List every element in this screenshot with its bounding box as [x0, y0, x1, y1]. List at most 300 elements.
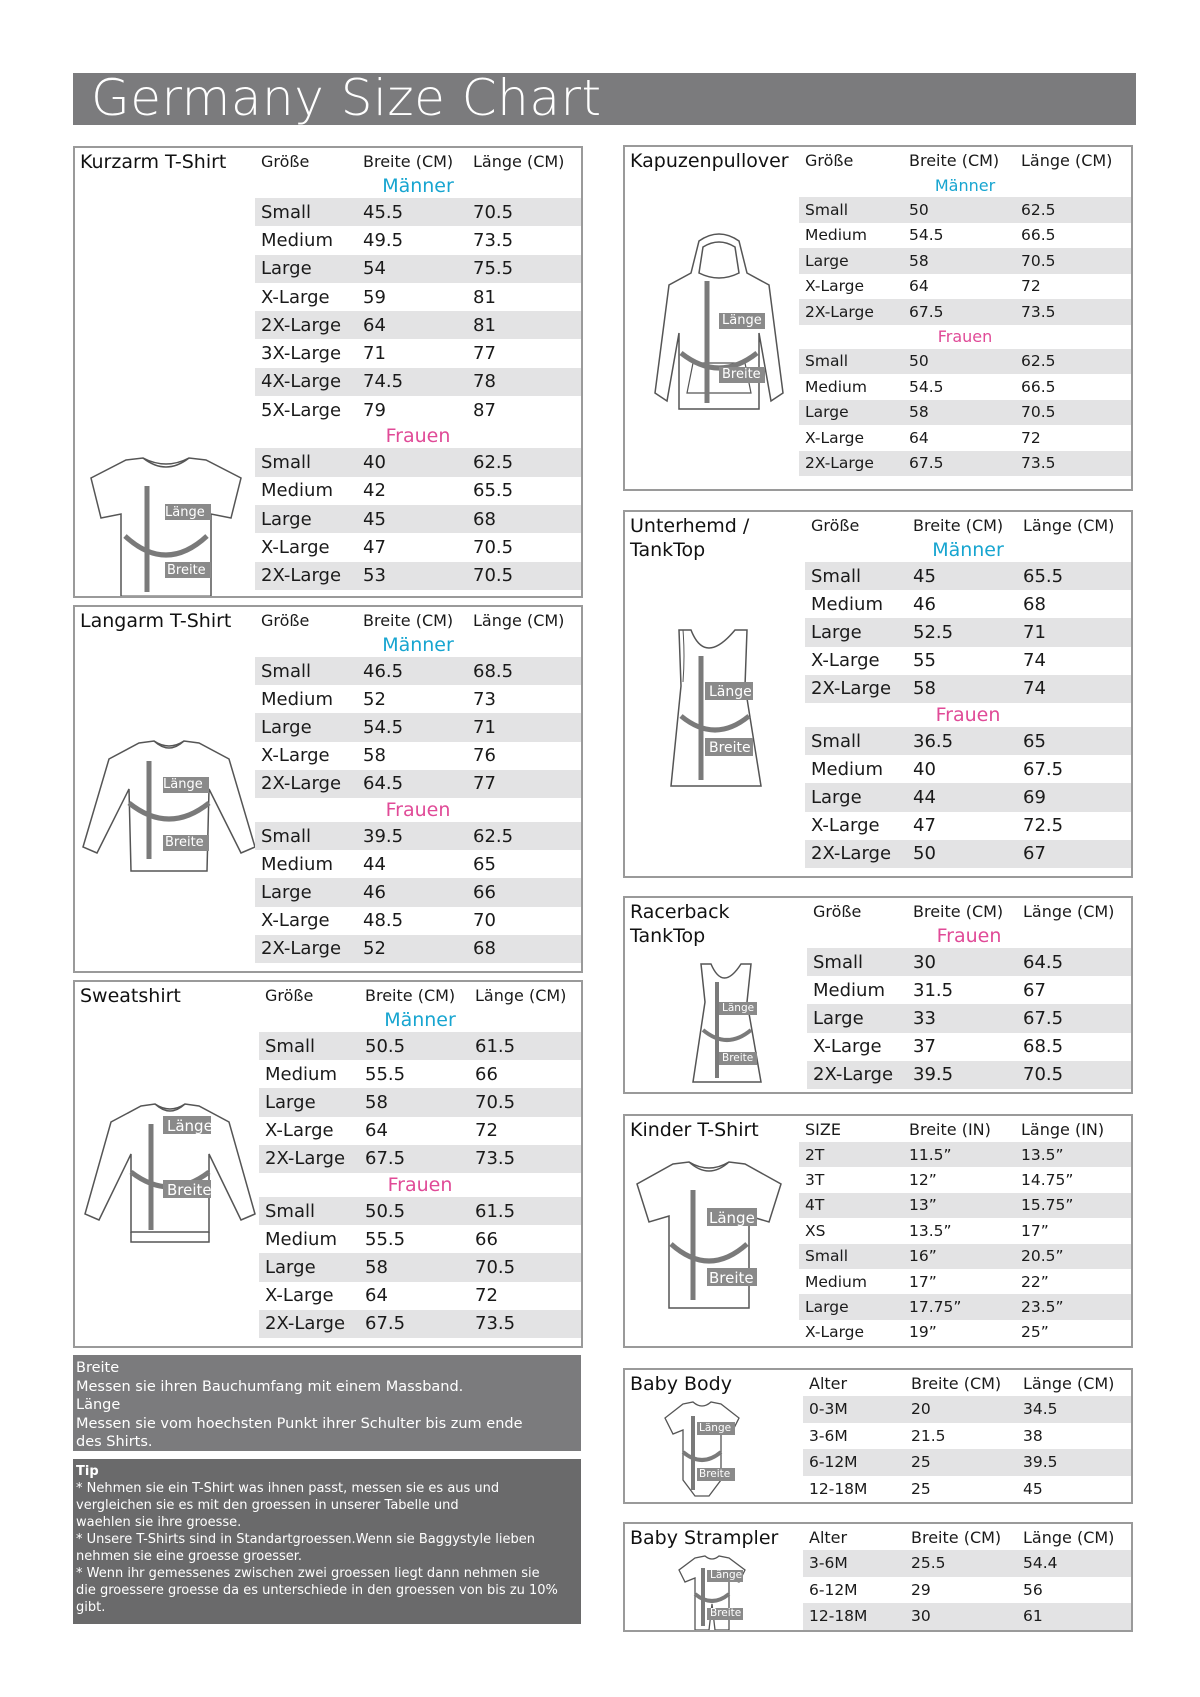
table-cell: 55 [913, 650, 936, 672]
table-cell: 67.5 [1023, 1007, 1064, 1029]
table-cell: Breite (CM) [363, 610, 454, 630]
table-row [255, 477, 581, 505]
table-cell: 70.5 [1023, 1064, 1064, 1086]
breite-label: Breite [710, 1607, 742, 1619]
table-cell: 67.5 [909, 454, 944, 473]
table-row [255, 396, 581, 424]
table-cell: 2X-Large [811, 678, 892, 700]
table-cell: 4X-Large [261, 371, 342, 393]
table-cell: 4T [805, 1196, 825, 1215]
laenge-label: Länge [699, 1422, 732, 1434]
table-cell: 58 [909, 403, 929, 422]
table-cell: 46 [363, 881, 386, 903]
note-line: Breite [76, 1360, 120, 1376]
table-row [259, 1088, 581, 1116]
table-row [807, 1033, 1131, 1061]
table-cell: 72 [1021, 428, 1041, 447]
table-cell: 55.5 [365, 1063, 406, 1085]
table-cell: 65 [473, 853, 496, 875]
table-cell: 81 [473, 286, 496, 308]
breite-label: Breite [699, 1468, 731, 1480]
panel-title: Kinder T-Shirt [630, 1119, 759, 1141]
title-line: TankTop [630, 925, 706, 947]
table-cell: 2T [805, 1145, 825, 1164]
table-cell: 13.5” [1021, 1145, 1064, 1164]
panel-langarm [73, 605, 583, 973]
table-cell: 76 [473, 745, 496, 767]
size-table [259, 982, 581, 1338]
table-cell: 54.4 [1023, 1554, 1058, 1573]
table-cell: 66 [475, 1228, 498, 1250]
table-cell: Größe [265, 985, 314, 1005]
table-row [799, 248, 1131, 274]
table-cell: 11.5” [909, 1145, 952, 1164]
table-cell: 72 [1021, 277, 1041, 296]
panel-title: Kurzarm T-Shirt [80, 151, 227, 173]
panel-title [630, 900, 730, 948]
racerback-icon [687, 962, 767, 1086]
table-row [259, 1282, 581, 1310]
table-cell: 61 [1023, 1607, 1043, 1626]
table-cell: Breite (CM) [911, 1373, 1002, 1393]
table-row [259, 1225, 581, 1253]
table-cell: SIZE [805, 1119, 841, 1139]
table-cell: 66 [473, 881, 496, 903]
section-label: Frauen [255, 798, 581, 822]
tip-notes [73, 1459, 581, 1624]
section-label: Frauen [259, 1173, 581, 1197]
table-cell: Small [261, 825, 311, 847]
table-cell: 66 [475, 1063, 498, 1085]
table-cell: 2X-Large [811, 843, 892, 865]
table-row [255, 505, 581, 533]
table-cell: 73.5 [1021, 454, 1056, 473]
table-header [807, 898, 1131, 924]
table-row [259, 1060, 581, 1088]
table-cell: Small [805, 352, 849, 371]
tip-line: die groessere groesse da es unterschiede in den groessen von bis zu 10% [76, 1583, 558, 1598]
table-cell: 2X-Large [265, 1313, 346, 1335]
panel-title [630, 514, 749, 562]
laenge-label: Länge [710, 1569, 743, 1581]
table-row [259, 1310, 581, 1338]
table-row [803, 1423, 1131, 1450]
table-cell: 33 [913, 1007, 936, 1029]
table-cell: 62.5 [1021, 352, 1056, 371]
section-label: Männer [805, 538, 1131, 562]
table-row [255, 685, 581, 713]
table-cell: X-Large [261, 745, 330, 767]
tip-line: gibt. [76, 1600, 106, 1615]
table-cell: Medium [805, 1272, 867, 1291]
table-row [807, 976, 1131, 1004]
table-cell: Länge (CM) [1023, 1527, 1115, 1547]
table-cell: 39.5 [913, 1064, 954, 1086]
table-cell: 65.5 [473, 480, 514, 502]
table-cell: Breite (CM) [913, 901, 1004, 921]
table-cell: 5X-Large [261, 399, 342, 421]
table-cell: 17” [909, 1272, 937, 1291]
measure-notes [73, 1355, 581, 1451]
table-cell: 23.5” [1021, 1298, 1064, 1317]
table-cell: 58 [909, 251, 929, 270]
table-cell: 66.5 [1021, 377, 1056, 396]
table-cell: 2X-Large [261, 314, 342, 336]
table-cell: Small [265, 1035, 315, 1057]
laenge-label: Länge [709, 1209, 755, 1227]
table-cell: 72.5 [1023, 815, 1064, 837]
table-cell: 49.5 [363, 229, 404, 251]
table-cell: 3-6M [809, 1554, 848, 1573]
table-row [805, 618, 1131, 646]
table-cell: 74 [1023, 678, 1046, 700]
table-cell: Large [261, 508, 312, 530]
table-cell: Small [805, 1247, 849, 1266]
table-cell: 56 [1023, 1580, 1043, 1599]
table-row [807, 948, 1131, 976]
table-cell: 3T [805, 1171, 825, 1190]
title-line: Racerback [630, 901, 730, 923]
table-cell: 12” [909, 1171, 937, 1190]
table-cell: 46.5 [363, 660, 404, 682]
panel-babybody [623, 1368, 1133, 1504]
table-cell: 25” [1021, 1323, 1049, 1342]
table-row [803, 1476, 1131, 1503]
table-cell: 16” [909, 1247, 937, 1266]
table-cell: Large [811, 621, 862, 643]
table-header [805, 512, 1131, 538]
table-cell: 25.5 [911, 1554, 946, 1573]
table-cell: 2X-Large [261, 938, 342, 960]
table-cell: 38 [1023, 1426, 1043, 1445]
table-cell: 75.5 [473, 258, 514, 280]
table-cell: 68.5 [1023, 1036, 1064, 1058]
table-cell: 53 [363, 565, 386, 587]
table-cell: 58 [365, 1091, 388, 1113]
table-row [255, 822, 581, 850]
section-label: Männer [259, 1008, 581, 1032]
table-row [255, 368, 581, 396]
tanktop-icon [665, 626, 775, 792]
table-cell: 37 [913, 1036, 936, 1058]
table-cell: 44 [913, 786, 936, 808]
table-cell: 50 [909, 200, 929, 219]
table-cell: 3-6M [809, 1426, 848, 1445]
laenge-label: Länge [167, 1117, 213, 1135]
table-cell: 64 [363, 314, 386, 336]
table-cell: 70.5 [1021, 251, 1056, 270]
table-header [803, 1370, 1131, 1396]
table-row [803, 1396, 1131, 1423]
breite-label: Breite [165, 835, 204, 850]
table-cell: Breite (CM) [909, 150, 1000, 170]
panel-title: Langarm T-Shirt [80, 610, 232, 632]
table-cell: 2X-Large [261, 773, 342, 795]
table-cell: 25 [911, 1479, 931, 1498]
table-row [255, 255, 581, 283]
table-cell: 61.5 [475, 1035, 516, 1057]
table-cell: 62.5 [473, 825, 514, 847]
table-row [799, 1167, 1131, 1192]
table-cell: 54.5 [363, 716, 404, 738]
table-cell: Größe [261, 610, 310, 630]
panel-title: Kapuzenpullover [630, 150, 789, 172]
table-header [799, 147, 1131, 173]
section-label: Männer [255, 633, 581, 657]
tip-title: Tip [76, 1464, 99, 1479]
table-row [805, 675, 1131, 703]
table-cell: 87 [473, 399, 496, 421]
table-row [799, 197, 1131, 223]
table-cell: 64.5 [1023, 951, 1064, 973]
table-cell: 68.5 [473, 660, 514, 682]
tip-line: waehlen sie ihre groesse. [76, 1515, 242, 1530]
table-cell: 77 [473, 773, 496, 795]
table-cell: Länge (IN) [1021, 1119, 1105, 1139]
panel-unterhemd [623, 510, 1133, 878]
table-row [799, 1294, 1131, 1319]
table-cell: 58 [363, 745, 386, 767]
table-cell: 81 [473, 314, 496, 336]
table-cell: 30 [913, 951, 936, 973]
table-cell: Größe [813, 901, 862, 921]
table-cell: Medium [265, 1228, 337, 1250]
table-cell: Small [811, 730, 861, 752]
table-cell: 67.5 [909, 302, 944, 321]
note-line: des Shirts. [76, 1434, 153, 1450]
table-row [803, 1550, 1131, 1577]
table-cell: X-Large [261, 910, 330, 932]
table-cell: 52 [363, 938, 386, 960]
table-cell: Länge (CM) [473, 151, 565, 171]
table-row [805, 562, 1131, 590]
table-cell: Small [811, 565, 861, 587]
table-cell: 13” [909, 1196, 937, 1215]
table-cell: Größe [805, 150, 854, 170]
table-row [799, 1320, 1131, 1345]
table-cell: 62.5 [473, 452, 514, 474]
table-cell: Medium [261, 853, 333, 875]
table-cell: 74.5 [363, 371, 404, 393]
table-cell: Large [805, 251, 849, 270]
table-cell: 52.5 [913, 621, 954, 643]
table-cell: 67 [1023, 843, 1046, 865]
table-cell: 0-3M [809, 1400, 848, 1419]
table-cell: 71 [363, 343, 386, 365]
table-cell: 12-18M [809, 1607, 868, 1626]
table-row [255, 657, 581, 685]
table-cell: Large [805, 1298, 849, 1317]
size-table [255, 148, 581, 590]
table-cell: 67 [1023, 979, 1046, 1001]
table-cell: 77 [473, 343, 496, 365]
table-cell: 61.5 [475, 1200, 516, 1222]
table-cell: 78 [473, 371, 496, 393]
table-cell: Größe [811, 515, 860, 535]
table-cell: 46 [913, 593, 936, 615]
breite-label: Breite [709, 740, 751, 756]
table-cell: 74 [1023, 650, 1046, 672]
table-row [799, 349, 1131, 375]
breite-label: Breite [709, 1269, 754, 1287]
table-row [259, 1197, 581, 1225]
table-cell: 73.5 [473, 229, 514, 251]
note-line: Messen sie ihren Bauchumfang mit einem Massband. [76, 1378, 464, 1395]
table-row [255, 226, 581, 254]
table-cell: 73.5 [1021, 302, 1056, 321]
table-cell: 65 [1023, 730, 1046, 752]
table-cell: Large [805, 403, 849, 422]
table-cell: 66.5 [1021, 226, 1056, 245]
table-cell: X-Large [805, 1323, 865, 1342]
size-table [799, 1116, 1131, 1345]
table-cell: 79 [363, 399, 386, 421]
table-row [255, 283, 581, 311]
table-cell: 58 [913, 678, 936, 700]
table-row [807, 1061, 1131, 1089]
table-row [255, 850, 581, 878]
table-row [255, 448, 581, 476]
title-line: Unterhemd / [630, 515, 750, 537]
table-cell: Small [813, 951, 863, 973]
section-label: Männer [255, 174, 581, 198]
table-cell: 50 [913, 843, 936, 865]
table-cell: 73.5 [475, 1148, 516, 1170]
table-cell: X-Large [811, 815, 880, 837]
table-cell: 17.75” [909, 1298, 962, 1317]
section-label: Frauen [805, 703, 1131, 727]
table-cell: Breite (IN) [909, 1119, 991, 1139]
table-cell: 67.5 [365, 1148, 406, 1170]
table-row [259, 1145, 581, 1173]
table-cell: 13.5” [909, 1221, 952, 1240]
panel-title: Baby Strampler [630, 1527, 779, 1549]
table-row [255, 742, 581, 770]
size-table [807, 898, 1131, 1089]
table-cell: 45 [913, 565, 936, 587]
baby-body-icon [663, 1400, 741, 1500]
section-label: Männer [799, 173, 1131, 197]
table-cell: 45 [1023, 1479, 1043, 1498]
table-row [799, 425, 1131, 451]
table-cell: 44 [363, 853, 386, 875]
page-title: Germany Size Chart [91, 69, 602, 127]
table-row [799, 1193, 1131, 1218]
table-cell: Small [261, 452, 311, 474]
table-cell: Länge (CM) [1023, 901, 1115, 921]
table-cell: Small [261, 660, 311, 682]
tip-line: nehmen sie eine groesse groesser. [76, 1549, 303, 1564]
table-cell: 70.5 [473, 565, 514, 587]
table-row [799, 1244, 1131, 1269]
table-cell: Large [813, 1007, 864, 1029]
table-cell: Länge (CM) [475, 985, 567, 1005]
table-cell: 64 [365, 1285, 388, 1307]
table-cell: 40 [363, 452, 386, 474]
table-row [255, 935, 581, 963]
table-cell: 48.5 [363, 910, 404, 932]
table-header [259, 982, 581, 1008]
table-cell: 6-12M [809, 1580, 858, 1599]
table-cell: 21.5 [911, 1426, 946, 1445]
table-row [799, 1218, 1131, 1243]
section-label: Frauen [807, 924, 1131, 948]
table-cell: X-Large [265, 1285, 334, 1307]
table-cell: 50.5 [365, 1035, 406, 1057]
table-cell: 71 [1023, 621, 1046, 643]
table-cell: 42 [363, 480, 386, 502]
table-row [255, 907, 581, 935]
table-cell: 2X-Large [805, 302, 874, 321]
tip-line: vergleichen sie es mit den groessen in unserer Tabelle und [76, 1498, 459, 1513]
table-cell: Länge (CM) [1023, 1373, 1115, 1393]
table-row [805, 727, 1131, 755]
table-cell: 59 [363, 286, 386, 308]
table-cell: 68 [473, 938, 496, 960]
table-cell: 54.5 [909, 226, 944, 245]
table-row [799, 274, 1131, 300]
table-cell: 70.5 [475, 1256, 516, 1278]
breite-label: Breite [722, 367, 761, 382]
laenge-label: Länge [163, 777, 203, 792]
laenge-label: Länge [709, 684, 752, 700]
table-row [799, 299, 1131, 325]
table-cell: 34.5 [1023, 1400, 1058, 1419]
table-cell: Small [805, 200, 849, 219]
table-row [799, 1142, 1131, 1167]
size-table [803, 1370, 1131, 1502]
table-row [255, 311, 581, 339]
table-cell: Breite (CM) [913, 515, 1004, 535]
panel-kurzarm [73, 146, 583, 598]
baby-strampler-icon [677, 1554, 747, 1632]
table-cell: 64 [909, 428, 929, 447]
table-cell: Alter [809, 1527, 848, 1547]
table-cell: Large [261, 258, 312, 280]
table-cell: 70 [473, 910, 496, 932]
table-cell: Medium [805, 377, 867, 396]
tip-line: * Unsere T-Shirts sind in Standartgroessen.Wenn sie Baggystyle lieben [76, 1532, 535, 1547]
table-cell: 29 [911, 1580, 931, 1599]
section-label: Frauen [799, 325, 1131, 349]
table-header [799, 1116, 1131, 1142]
table-cell: 2X-Large [265, 1148, 346, 1170]
table-cell: 22” [1021, 1272, 1049, 1291]
panel-babystrampler [623, 1522, 1133, 1632]
table-cell: X-Large [805, 277, 865, 296]
table-cell: 3X-Large [261, 343, 342, 365]
table-row [255, 533, 581, 561]
laenge-label: Länge [722, 313, 762, 328]
table-row [805, 840, 1131, 868]
table-row [805, 647, 1131, 675]
table-row [255, 198, 581, 226]
table-cell: 19” [909, 1323, 937, 1342]
table-row [799, 451, 1131, 477]
table-cell: Medium [805, 226, 867, 245]
table-row [255, 562, 581, 590]
table-cell: 25 [911, 1453, 931, 1472]
table-row [799, 374, 1131, 400]
table-cell: 20.5” [1021, 1247, 1064, 1266]
table-cell: 71 [473, 716, 496, 738]
table-cell: Large [265, 1091, 316, 1113]
table-cell: X-Large [265, 1120, 334, 1142]
table-cell: 45.5 [363, 201, 404, 223]
table-cell: Medium [811, 593, 883, 615]
table-cell: Medium [811, 758, 883, 780]
breite-label: Breite [167, 1181, 212, 1199]
